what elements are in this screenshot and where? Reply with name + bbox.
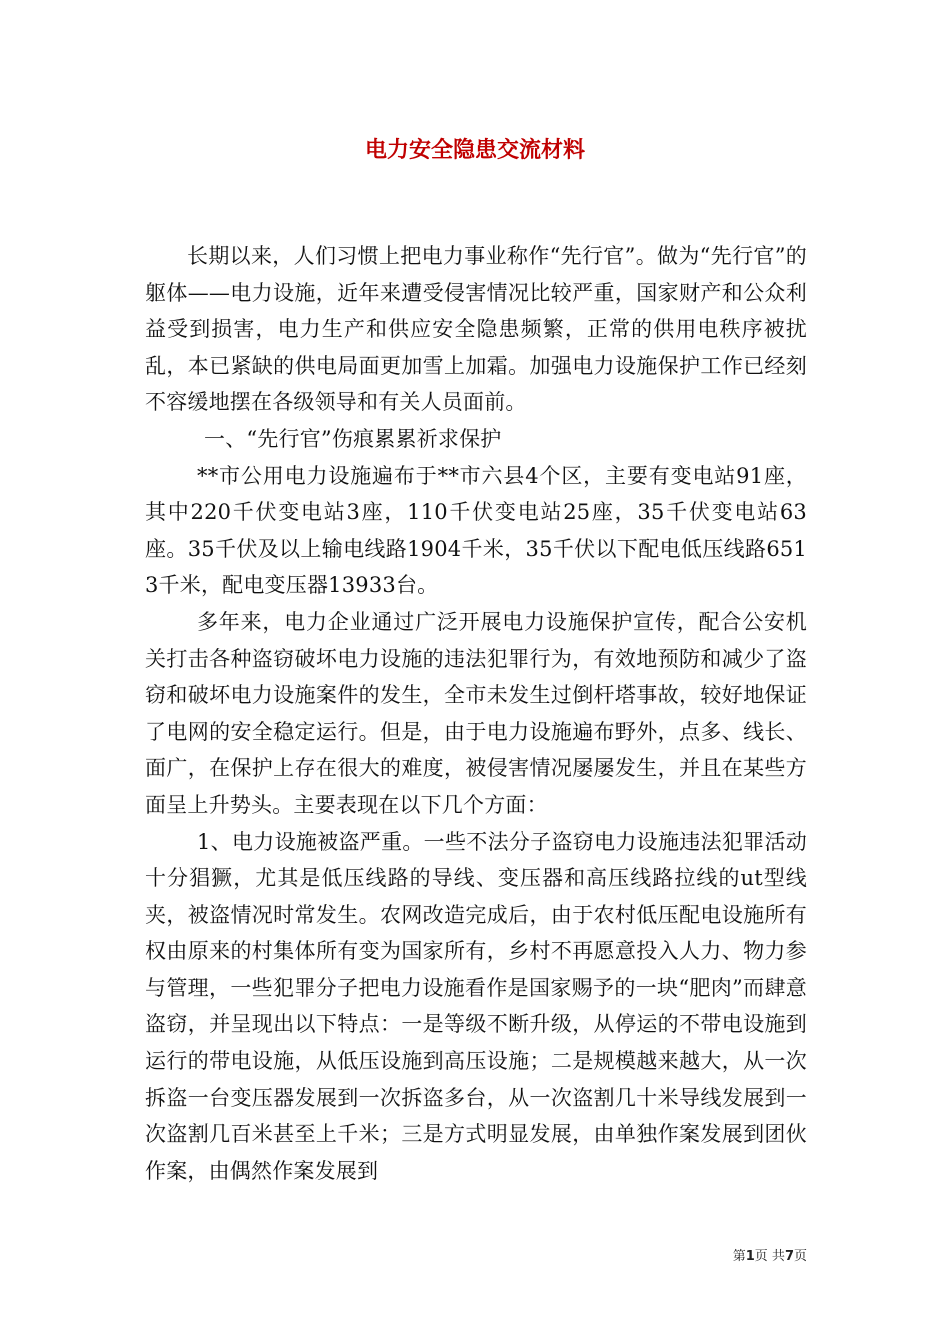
section-heading-1: 一、“先行官”伤痕累累祈求保护 bbox=[204, 426, 502, 451]
paragraph-intro: 长期以来，人们习惯上把电力事业称作“先行官”。做为“先行官”的躯体——电力设施，近年来遭受侵害情况比较严重，国家财产和公众利益受到损害，电力生产和供应安全隐患频繁，正常的供用电秩序被扰乱，本已紧缺的供电局面更加雪上加霜。加强电力设施保护工作已经刻不容缓地摆在各级领导和有关人员面前。 bbox=[145, 244, 807, 415]
paragraph-history: 多年来，电力企业通过广泛开展电力设施保护宣传，配合公安机关打击各种盗窃破坏电力设施的违法犯罪行为，有效地预防和减少了盗窃和破坏电力设施案件的发生，全市未发生过倒杆塔事故，较好地保证了电网的安全稳定运行。但是，由于电力设施遍布野外，点多、线长、面广，在保护上存在很大的难度，被侵害情况屡屡发生，并且在某些方面呈上升势头。主要表现在以下几个方面： bbox=[145, 609, 807, 817]
paragraph-facilities: **市公用电力设施遍布于**市六县4个区，主要有变电站91座，其中220千伏变电站3座，110千伏变电站25座，35千伏变电站63座。35千伏及以上输电线路1904千米，35千伏以下配电低压线路6513千米，配电变压器13933台。 bbox=[145, 463, 807, 598]
paragraph-theft: 1、电力设施被盗严重。一些不法分子盗窃电力设施违法犯罪活动十分猖獗，尤其是低压线路的导线、变压器和高压线路拉线的ut型线夹，被盗情况时常发生。农网改造完成后，由于农村低压配电设施所有权由原来的村集体所有变为国家所有，乡村不再愿意投入人力、物力参与管理，一些犯罪分子把电力设施看作是国家赐予的一块“肥肉”而肆意盗窃，并呈现出以下特点：一是等级不断升级，从停运的不带电设施到运行的带电设施，从低压设施到高压设施；二是规模越来越大，从一次拆盗一台变压器发展到一次拆盗多台，从一次盗割几十米导线发展到一次盗割几百米甚至上千米；三是方式明显发展，由单独作案发展到团伙作案，由偶然作案发展到 bbox=[145, 829, 807, 1183]
footer-total-pages: 7 bbox=[784, 1249, 794, 1264]
page-footer bbox=[680, 1248, 807, 1266]
footer-prefix: 第 bbox=[732, 1249, 746, 1264]
document-title: 电力安全隐患交流材料 bbox=[364, 137, 585, 163]
footer-current-page: 1 bbox=[745, 1249, 755, 1264]
footer-suffix: 页 bbox=[793, 1249, 807, 1264]
footer-middle: 页 共 bbox=[754, 1249, 785, 1264]
document-body bbox=[145, 238, 807, 1189]
